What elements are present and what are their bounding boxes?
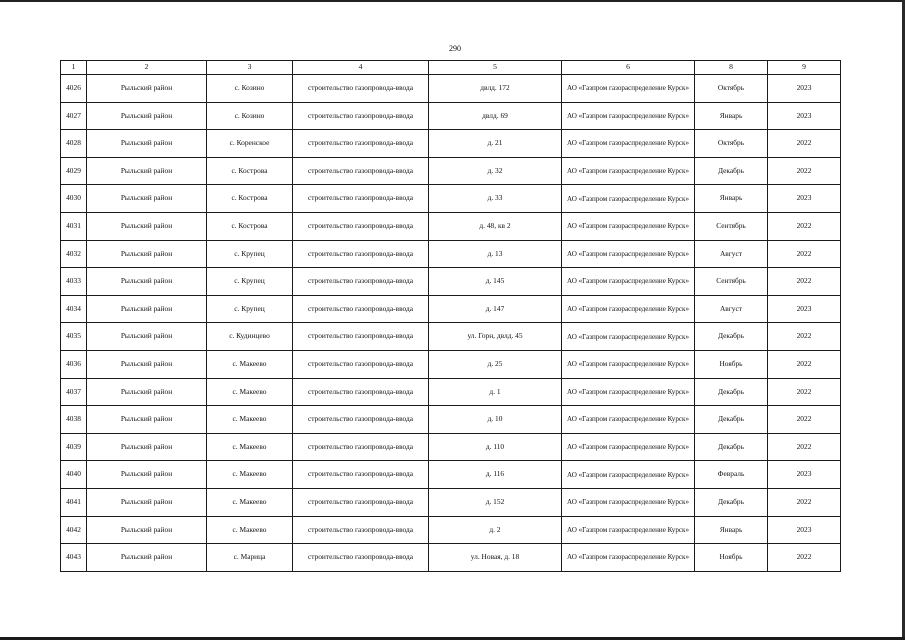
organization-cell: АО «Газпром газораспределение Курск»: [562, 75, 695, 103]
month-cell: Декабрь: [695, 157, 768, 185]
row-number-cell: 4040: [61, 461, 87, 489]
address-cell: д. 21: [429, 130, 562, 158]
year-cell: 2022: [768, 544, 841, 572]
work-type-cell: строительство газопровода-ввода: [293, 157, 429, 185]
address-cell: д. 13: [429, 240, 562, 268]
district-cell: Рыльский район: [87, 157, 207, 185]
settlement-cell: с. Марица: [207, 544, 293, 572]
work-type-cell: строительство газопровода-ввода: [293, 295, 429, 323]
table-row: [61, 544, 841, 572]
year-cell: 2022: [768, 406, 841, 434]
column-header: 8: [695, 61, 768, 75]
data-table: [60, 60, 841, 572]
year-cell: 2022: [768, 488, 841, 516]
district-cell: Рыльский район: [87, 433, 207, 461]
year-cell: 2023: [768, 516, 841, 544]
address-cell: д. 110: [429, 433, 562, 461]
table-row: [61, 102, 841, 130]
address-cell: д. 10: [429, 406, 562, 434]
organization-cell: АО «Газпром газораспределение Курск»: [562, 157, 695, 185]
organization-cell: АО «Газпром газораспределение Курск»: [562, 406, 695, 434]
column-header: 3: [207, 61, 293, 75]
district-cell: Рыльский район: [87, 350, 207, 378]
month-cell: Декабрь: [695, 323, 768, 351]
address-cell: ул. Горн, двлд. 45: [429, 323, 562, 351]
table-row: [61, 240, 841, 268]
month-cell: Сентябрь: [695, 212, 768, 240]
table-row: [61, 212, 841, 240]
settlement-cell: с. Макеево: [207, 461, 293, 489]
month-cell: Декабрь: [695, 406, 768, 434]
month-cell: Ноябрь: [695, 350, 768, 378]
table-body: [61, 75, 841, 572]
organization-cell: АО «Газпром газораспределение Курск»: [562, 240, 695, 268]
settlement-cell: с. Крупец: [207, 295, 293, 323]
table-header-row: [61, 61, 841, 75]
year-cell: 2022: [768, 212, 841, 240]
district-cell: Рыльский район: [87, 130, 207, 158]
organization-cell: АО «Газпром газораспределение Курск»: [562, 461, 695, 489]
year-cell: 2022: [768, 378, 841, 406]
month-cell: Октябрь: [695, 75, 768, 103]
district-cell: Рыльский район: [87, 488, 207, 516]
row-number-cell: 4039: [61, 433, 87, 461]
row-number-cell: 4034: [61, 295, 87, 323]
settlement-cell: с. Кострова: [207, 212, 293, 240]
row-number-cell: 4029: [61, 157, 87, 185]
organization-cell: АО «Газпром газораспределение Курск»: [562, 212, 695, 240]
table-row: [61, 157, 841, 185]
settlement-cell: с. Кострова: [207, 185, 293, 213]
scan-edge-top: [0, 0, 905, 2]
year-cell: 2022: [768, 157, 841, 185]
work-type-cell: строительство газопровода-ввода: [293, 544, 429, 572]
address-cell: д. 25: [429, 350, 562, 378]
settlement-cell: с. Макеево: [207, 488, 293, 516]
table-row: [61, 461, 841, 489]
month-cell: Декабрь: [695, 488, 768, 516]
address-cell: двлд. 69: [429, 102, 562, 130]
district-cell: Рыльский район: [87, 75, 207, 103]
organization-cell: АО «Газпром газораспределение Курск»: [562, 295, 695, 323]
year-cell: 2022: [768, 350, 841, 378]
column-header: 6: [562, 61, 695, 75]
district-cell: Рыльский район: [87, 212, 207, 240]
row-number-cell: 4031: [61, 212, 87, 240]
address-cell: ул. Новая, д. 18: [429, 544, 562, 572]
settlement-cell: с. Кострова: [207, 157, 293, 185]
column-header: 9: [768, 61, 841, 75]
year-cell: 2023: [768, 461, 841, 489]
settlement-cell: с. Кудинцево: [207, 323, 293, 351]
organization-cell: АО «Газпром газораспределение Курск»: [562, 516, 695, 544]
settlement-cell: с. Козино: [207, 75, 293, 103]
month-cell: Август: [695, 295, 768, 323]
work-type-cell: строительство газопровода-ввода: [293, 185, 429, 213]
work-type-cell: строительство газопровода-ввода: [293, 350, 429, 378]
work-type-cell: строительство газопровода-ввода: [293, 75, 429, 103]
settlement-cell: с. Макеево: [207, 516, 293, 544]
address-cell: д. 33: [429, 185, 562, 213]
district-cell: Рыльский район: [87, 378, 207, 406]
settlement-cell: с. Макеево: [207, 350, 293, 378]
year-cell: 2022: [768, 433, 841, 461]
work-type-cell: строительство газопровода-ввода: [293, 323, 429, 351]
work-type-cell: строительство газопровода-ввода: [293, 240, 429, 268]
row-number-cell: 4035: [61, 323, 87, 351]
year-cell: 2023: [768, 295, 841, 323]
column-header: 2: [87, 61, 207, 75]
table-row: [61, 516, 841, 544]
settlement-cell: с. Крупец: [207, 240, 293, 268]
year-cell: 2023: [768, 185, 841, 213]
settlement-cell: с. Коренское: [207, 130, 293, 158]
work-type-cell: строительство газопровода-ввода: [293, 406, 429, 434]
settlement-cell: с. Крупец: [207, 268, 293, 296]
table-row: [61, 488, 841, 516]
district-cell: Рыльский район: [87, 295, 207, 323]
row-number-cell: 4032: [61, 240, 87, 268]
district-cell: Рыльский район: [87, 406, 207, 434]
table-row: [61, 268, 841, 296]
year-cell: 2022: [768, 240, 841, 268]
month-cell: Январь: [695, 102, 768, 130]
organization-cell: АО «Газпром газораспределение Курск»: [562, 130, 695, 158]
organization-cell: АО «Газпром газораспределение Курск»: [562, 544, 695, 572]
address-cell: д. 48, кв 2: [429, 212, 562, 240]
organization-cell: АО «Газпром газораспределение Курск»: [562, 378, 695, 406]
organization-cell: АО «Газпром газораспределение Курск»: [562, 102, 695, 130]
district-cell: Рыльский район: [87, 240, 207, 268]
address-cell: д. 152: [429, 488, 562, 516]
row-number-cell: 4043: [61, 544, 87, 572]
organization-cell: АО «Газпром газораспределение Курск»: [562, 433, 695, 461]
district-cell: Рыльский район: [87, 323, 207, 351]
work-type-cell: строительство газопровода-ввода: [293, 461, 429, 489]
work-type-cell: строительство газопровода-ввода: [293, 378, 429, 406]
month-cell: Сентябрь: [695, 268, 768, 296]
address-cell: д. 147: [429, 295, 562, 323]
organization-cell: АО «Газпром газораспределение Курск»: [562, 323, 695, 351]
month-cell: Декабрь: [695, 378, 768, 406]
address-cell: д. 116: [429, 461, 562, 489]
district-cell: Рыльский район: [87, 102, 207, 130]
table-row: [61, 185, 841, 213]
table-row: [61, 406, 841, 434]
work-type-cell: строительство газопровода-ввода: [293, 268, 429, 296]
address-cell: двлд. 172: [429, 75, 562, 103]
row-number-cell: 4041: [61, 488, 87, 516]
organization-cell: АО «Газпром газораспределение Курск»: [562, 350, 695, 378]
year-cell: 2023: [768, 75, 841, 103]
table-row: [61, 295, 841, 323]
address-cell: д. 145: [429, 268, 562, 296]
settlement-cell: с. Макеево: [207, 433, 293, 461]
address-cell: д. 1: [429, 378, 562, 406]
row-number-cell: 4027: [61, 102, 87, 130]
work-type-cell: строительство газопровода-ввода: [293, 102, 429, 130]
organization-cell: АО «Газпром газораспределение Курск»: [562, 488, 695, 516]
row-number-cell: 4033: [61, 268, 87, 296]
work-type-cell: строительство газопровода-ввода: [293, 130, 429, 158]
work-type-cell: строительство газопровода-ввода: [293, 488, 429, 516]
settlement-cell: с. Макеево: [207, 378, 293, 406]
table-row: [61, 378, 841, 406]
year-cell: 2022: [768, 268, 841, 296]
settlement-cell: с. Макеево: [207, 406, 293, 434]
row-number-cell: 4038: [61, 406, 87, 434]
table-row: [61, 433, 841, 461]
month-cell: Декабрь: [695, 433, 768, 461]
column-header: 5: [429, 61, 562, 75]
month-cell: Ноябрь: [695, 544, 768, 572]
row-number-cell: 4037: [61, 378, 87, 406]
year-cell: 2023: [768, 102, 841, 130]
address-cell: д. 2: [429, 516, 562, 544]
work-type-cell: строительство газопровода-ввода: [293, 212, 429, 240]
row-number-cell: 4028: [61, 130, 87, 158]
column-header: 1: [61, 61, 87, 75]
district-cell: Рыльский район: [87, 185, 207, 213]
month-cell: Август: [695, 240, 768, 268]
settlement-cell: с. Козино: [207, 102, 293, 130]
row-number-cell: 4036: [61, 350, 87, 378]
district-cell: Рыльский район: [87, 516, 207, 544]
month-cell: Январь: [695, 516, 768, 544]
address-cell: д. 32: [429, 157, 562, 185]
column-header: 4: [293, 61, 429, 75]
month-cell: Январь: [695, 185, 768, 213]
year-cell: 2022: [768, 323, 841, 351]
work-type-cell: строительство газопровода-ввода: [293, 516, 429, 544]
page-number: 290: [449, 44, 461, 53]
row-number-cell: 4042: [61, 516, 87, 544]
district-cell: Рыльский район: [87, 268, 207, 296]
table-row: [61, 130, 841, 158]
work-type-cell: строительство газопровода-ввода: [293, 433, 429, 461]
table-row: [61, 323, 841, 351]
table-row: [61, 75, 841, 103]
table-row: [61, 350, 841, 378]
row-number-cell: 4030: [61, 185, 87, 213]
month-cell: Октябрь: [695, 130, 768, 158]
row-number-cell: 4026: [61, 75, 87, 103]
district-cell: Рыльский район: [87, 461, 207, 489]
district-cell: Рыльский район: [87, 544, 207, 572]
month-cell: Февраль: [695, 461, 768, 489]
year-cell: 2022: [768, 130, 841, 158]
organization-cell: АО «Газпром газораспределение Курск»: [562, 185, 695, 213]
organization-cell: АО «Газпром газораспределение Курск»: [562, 268, 695, 296]
